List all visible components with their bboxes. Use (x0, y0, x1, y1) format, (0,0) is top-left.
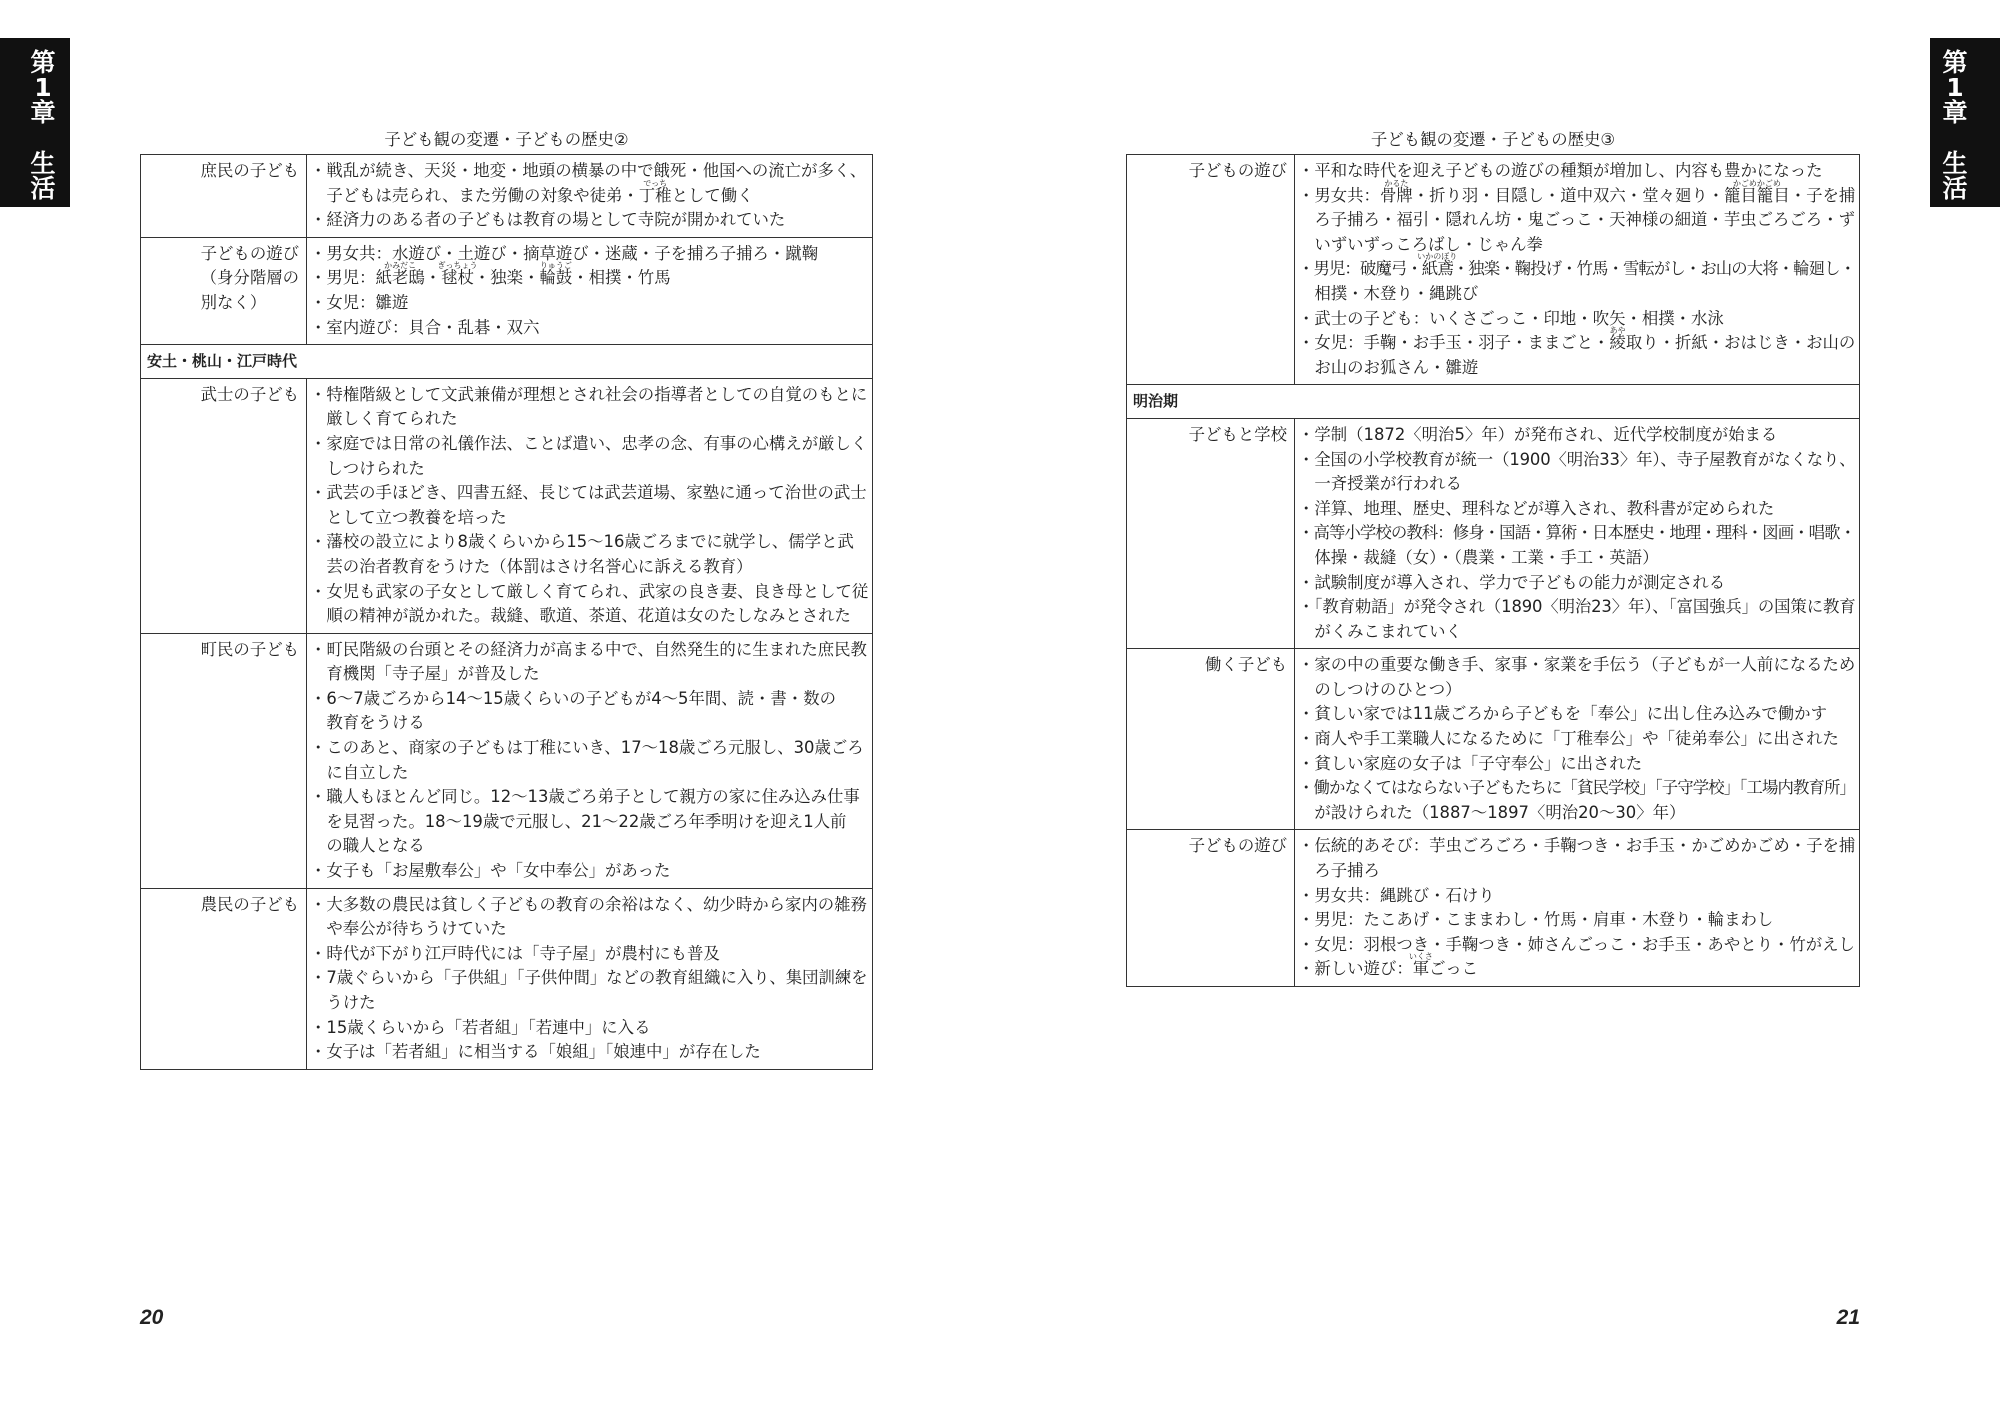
table-row (141, 155, 873, 238)
row-label-line: 別なく） (200, 292, 267, 312)
ruby-annotated-word (638, 178, 672, 205)
bullet-line: 育機関「寺子屋」が普及した (326, 664, 540, 684)
row-label (201, 638, 299, 663)
row-label (1205, 653, 1287, 678)
bullet-line: ・女子も「お屋敷奉公」や「女中奉公」があった (310, 861, 671, 881)
section-header: 安土・桃山・江戸時代 (141, 345, 873, 379)
bullet-item (1298, 752, 1856, 777)
bullet-line: ・男女共：縄跳び・石けり (1298, 885, 1495, 905)
text-segment: ・独楽・ (473, 268, 540, 288)
row-label-line: 子どもの遊び (200, 243, 299, 263)
row-content-cell (1295, 830, 1860, 987)
bullet-line: のしつけのひとつ） (1314, 679, 1462, 699)
ruby-base: 輪鼓 (539, 268, 573, 288)
ruby-annotated-word (437, 261, 478, 288)
bullet-line (1298, 252, 1856, 282)
row-label-cell (141, 237, 307, 344)
history-table (140, 154, 873, 1070)
ruby-reading: かるた (1384, 178, 1409, 188)
bullet-item (310, 736, 869, 785)
bullet-line: ・室内遊び：貝合・乱碁・双六 (310, 317, 540, 337)
ruby-annotated-word (539, 261, 573, 288)
text-segment: ・男女共： (1298, 185, 1380, 205)
bullet-line: が設けられた（1887～1897〈明治20～30〉年） (1314, 802, 1686, 822)
bullet-line: お山のお狐さん・雛遊 (1314, 357, 1479, 377)
bullet-line: 教育をうける (326, 713, 425, 733)
row-content-cell (307, 237, 873, 344)
bullet-line: ・学制（1872〈明治5〉年）が発布され、近代学校制度が始まる (1298, 424, 1778, 444)
history-table-body (141, 155, 873, 1070)
bullet-item (310, 261, 869, 291)
row-label-line: 子どもと学校 (1188, 424, 1287, 444)
bullet-line: ・15歳くらいから「若者組」「若連中」に入る (310, 1017, 651, 1037)
bullet-item (310, 383, 869, 432)
text-segment: 子どもは売られ、また労働の対象や徒弟・ (326, 185, 639, 205)
table-row (1127, 830, 1860, 987)
bullet-item (1298, 884, 1856, 909)
bullet-line: を見習った。18～19歳で元服し、21～22歳ごろ年季明けを迎え1人前 (326, 811, 847, 831)
row-label (201, 893, 299, 918)
section-header-row (1127, 385, 1860, 419)
bullet-line: ・働かなくてはならない子どもたちに「貧民学校」「子守学校」「工場内教育所」 (1298, 778, 1856, 798)
row-content-cell (1295, 418, 1860, 648)
row-label-cell (141, 378, 307, 633)
ruby-base: 丁稚 (638, 185, 672, 205)
row-label-line: 庶民の子ども (200, 161, 299, 180)
bullet-item (1298, 908, 1856, 933)
bullet-item (310, 530, 869, 579)
table-row (141, 237, 873, 344)
bullet-line: 厳しく育てられた (326, 409, 458, 429)
row-content-cell (307, 378, 873, 633)
bullet-item (310, 966, 869, 1015)
bullet-line: ・家庭では日常の礼儀作法、ことば遣い、忠孝の念、有事の心構えが厳しく (310, 433, 868, 453)
bullet-line: ・藩校の設立により8歳くらいから15～16歳ごろまでに就学し、儒学と武 (310, 532, 854, 552)
ruby-base: 紙老鴟 (375, 268, 425, 288)
bullet-line: ・7歳ぐらいから「子供組」「子供仲間」などの教育組織に入り、集団訓練を (310, 968, 868, 988)
chapter-number: 第1章 (1942, 48, 1968, 127)
row-label-line: 働く子ども (1205, 655, 1287, 675)
bullet-line: ・女児：羽根つき・手鞠つき・姉さんごっこ・お手玉・あやとり・竹がえし (1298, 934, 1855, 954)
table-row (141, 888, 873, 1069)
ruby-base: 籠目籠目 (1724, 185, 1790, 205)
bullet-line: 体操・裁縫（女）・（農業・工業・手工・英語） (1314, 547, 1659, 567)
bullet-line: ・町民階級の台頭とその経済力が高まる中で、自然発生的に生まれた庶民教 (310, 639, 867, 659)
bullet-line: 芸の治者教育をうけた（体罰はさけ名誉心に訴える教育） (326, 556, 753, 576)
ruby-reading: あや (1609, 326, 1626, 336)
bullet-item (1298, 952, 1856, 982)
bullet-item (1298, 252, 1856, 306)
bullet-line: ・戦乱が続き、天災・地変・地頭の横暴の中で餓死・他国への流亡が多く、 (310, 161, 867, 180)
row-label-line: 子どもの遊び (1188, 161, 1287, 180)
bullet-item (310, 432, 869, 481)
bullet-line: がくみこまれていく (1314, 621, 1462, 641)
ruby-reading: いかのぼり (1417, 252, 1458, 262)
bullet-line: ろ子捕ろ・福引・隠れん坊・鬼ごっこ・天神様の細道・芋虫ごろごろ・ず (1314, 210, 1855, 230)
bullet-line: ・洋算、地理、歴史、理科などが導入され、教科書が定められた (1298, 498, 1775, 518)
bullet-line: ・女児も武家の子女として厳しく育てられ、武家の良き妻、良き母として従 (310, 581, 869, 601)
ruby-base: 骨牌 (1379, 185, 1413, 205)
bullet-item (310, 1040, 869, 1065)
ruby-reading: りゅうご (539, 261, 572, 271)
row-content-cell (307, 888, 873, 1069)
history-table-body (1127, 155, 1860, 987)
bullet-item (310, 785, 869, 859)
ruby-annotated-word (1408, 952, 1433, 979)
bullet-line: ・平和な時代を迎え子どもの遊びの種類が増加し、内容も豊かになった (1298, 161, 1823, 180)
row-content-cell (307, 155, 873, 238)
bullet-item (310, 942, 869, 967)
bullet-line: ・伝統的あそび：芋虫ごろごろ・手鞠つき・お手玉・かごめかごめ・子を捕 (1298, 836, 1856, 856)
bullet-line: の職人となる (326, 836, 425, 856)
bullet-item (310, 208, 869, 233)
ruby-annotated-word (1417, 252, 1458, 279)
row-label-cell (141, 633, 307, 888)
bullet-line: ・大多数の農民は貧しく子どもの教育の余裕はなく、幼少時から家内の雑務 (310, 894, 867, 914)
ruby-annotated-word (375, 261, 425, 288)
bullet-line: うけた (326, 993, 376, 1012)
table-row (1127, 155, 1860, 385)
bullet-item (310, 687, 869, 736)
bullet-line: ・商人や手工業職人になるために「丁稚奉公」や「徒弟奉公」に出された (1298, 729, 1839, 749)
chapter-title: 生活 (1942, 149, 1968, 203)
bullet-item (310, 893, 869, 942)
bullet-line: ・全国の小学校教育が統一（1900〈明治33〉年）、寺子屋教育がなくなり、 (1298, 449, 1856, 469)
bullet-line: ・女子は「若者組」に相当する「娘組」「娘連中」が存在した (310, 1042, 761, 1062)
bullet-line: ・高等小学校の教科：修身・国語・算術・日本歴史・地理・理科・図画・唱歌・ (1298, 523, 1856, 543)
text-segment: ・男児： (310, 268, 376, 288)
bullet-line: ・武士の子ども：いくさごっこ・印地・吹矢・相撲・水泳 (1298, 308, 1724, 328)
section-header: 明治期 (1127, 385, 1860, 419)
bullet-line: ・貧しい家庭の女子は「子守奉公」に出された (1298, 753, 1643, 773)
row-label (1189, 159, 1287, 184)
bullet-line: ・特権階級として文武兼備が理想とされ社会の指導者としての自覚のもとに (310, 384, 868, 404)
row-label (1189, 834, 1287, 859)
bullet-line: ・このあと、商家の子どもは丁稚にいき、17～18歳ごろ元服し、30歳ごろ (310, 738, 864, 758)
ruby-reading: かみだこ (384, 261, 417, 271)
page-title: 子ども観の変遷・子どもの歴史② (384, 130, 629, 149)
bullet-line: ・経済力のある者の子どもは教育の場として寺院が開かれていた (310, 210, 786, 230)
ruby-base: 毬杖 (441, 268, 474, 288)
row-label-cell (1127, 649, 1295, 830)
row-label-line: 町民の子ども (200, 639, 299, 659)
chapter-title: 生活 (30, 149, 56, 203)
text-segment: ・相撲・竹馬 (572, 268, 671, 288)
ruby-reading: でっち (643, 178, 668, 188)
row-label (201, 159, 299, 184)
bullet-item (310, 316, 869, 341)
row-label-line: 子どもの遊び (1188, 836, 1287, 856)
text-segment: ・ (424, 268, 442, 288)
chapter-tab (0, 38, 70, 207)
bullet-line: しつけられた (326, 458, 425, 478)
bullet-item (310, 638, 869, 687)
bullet-line: として立つ教養を培った (326, 507, 507, 527)
chapter-tab (1930, 38, 2000, 207)
text-segment: ・男児：破魔弓・ (1298, 259, 1422, 279)
bullet-item (1298, 326, 1856, 380)
bullet-line: ・武芸の手ほどき、四書五経、長じては武芸道場、家塾に通って治世の武士 (310, 483, 867, 503)
bullet-line: ・試験制度が導入され、学力で子どもの能力が測定される (1298, 572, 1726, 592)
row-content-cell (307, 633, 873, 888)
table-row (1127, 418, 1860, 648)
bullet-line (1298, 178, 1856, 209)
bullet-line (310, 178, 869, 209)
bullet-item (1298, 653, 1856, 702)
page-number: 20 (140, 1306, 164, 1329)
bullet-item (1298, 702, 1856, 727)
row-label (201, 383, 299, 408)
bullet-line: ・男児：たこあげ・こままわし・竹馬・肩車・木登り・輪まわし (1298, 910, 1774, 930)
bullet-line: ・女児：雛遊 (310, 292, 409, 312)
bullet-line (310, 261, 869, 291)
text-segment: ごっこ (1429, 959, 1478, 979)
bullet-item (1298, 727, 1856, 752)
bullet-line: 相撲・木登り・縄跳び (1314, 283, 1479, 303)
ruby-base: 綾 (1609, 333, 1626, 353)
text-segment: ・新しい遊び： (1298, 959, 1413, 979)
row-label (201, 242, 299, 316)
row-content-cell (1295, 649, 1860, 830)
row-content-cell (1295, 155, 1860, 385)
chapter-number: 第1章 (30, 48, 56, 127)
ruby-reading: いくさ (1408, 952, 1433, 962)
row-label-cell (141, 155, 307, 238)
bullet-line: 順の精神が説かれた。裁縫、歌道、茶道、花道は女のたしなみとされた (326, 606, 851, 626)
page-number: 21 (1836, 1306, 1860, 1329)
text-segment: ・折り羽・目隠し・道中双六・堂々廻り・ (1412, 185, 1725, 205)
bullet-line: ・6～7歳ごろから14～15歳くらいの子どもが4～5年間、読・書・数の (310, 688, 836, 708)
bullet-item (310, 580, 869, 629)
bullet-item (1298, 521, 1856, 570)
text-segment: ・独楽・鞠投げ・竹馬・雪転がし・お山の大将・輪廻し・ (1452, 259, 1856, 279)
bullet-line: ・男女共：水遊び・土遊び・摘草遊び・迷蔵・子を捕ろ子捕ろ・蹴鞠 (310, 243, 819, 263)
row-label-cell (141, 888, 307, 1069)
bullet-line: や奉公が待ちうけていた (326, 919, 507, 939)
bullet-item (310, 859, 869, 884)
bullet-line: ・貧しい家では11歳ごろから子どもを「奉公」に出し住み込みで働かす (1298, 704, 1827, 724)
row-label-cell (1127, 418, 1295, 648)
bullet-item (310, 1016, 869, 1041)
page-title: 子ども観の変遷・子どもの歴史③ (1370, 130, 1616, 149)
bullet-item (1298, 448, 1856, 497)
text-segment: ・子を捕 (1789, 185, 1856, 205)
bullet-item (1298, 933, 1856, 958)
bullet-item (310, 481, 869, 530)
bullet-item (1298, 571, 1856, 596)
bullet-line (1298, 952, 1856, 982)
bullet-line (1298, 326, 1856, 356)
ruby-reading: ぎっちょう (437, 261, 478, 271)
bullet-item (1298, 834, 1856, 883)
bullet-item (1298, 307, 1856, 332)
bullet-item (1298, 776, 1856, 825)
table-row (141, 633, 873, 888)
bullet-line: ろ子捕ろ (1314, 861, 1380, 881)
ruby-annotated-word (1724, 178, 1790, 205)
text-segment: として働く (671, 185, 754, 205)
table-row (1127, 649, 1860, 830)
bullet-line: ・家の中の重要な働き手、家事・家業を手伝う（子どもが一人前になるため (1298, 655, 1856, 675)
table-row (141, 378, 873, 633)
row-label-line: （身分階層の (200, 268, 299, 288)
history-table (1126, 154, 1860, 987)
row-label (1189, 423, 1287, 448)
ruby-base: 紙鳶 (1421, 259, 1453, 279)
ruby-reading: かごめかごめ (1732, 178, 1781, 188)
bullet-item (310, 291, 869, 316)
row-label-line: 武士の子ども (200, 384, 299, 404)
ruby-annotated-word (1379, 178, 1413, 205)
text-segment: ・女児：手鞠・お手玉・羽子・ままごと・ (1298, 333, 1610, 353)
bullet-line: ・「教育勅語」が発令され（1890〈明治23〉年）、「富国強兵」の国策に教育 (1298, 597, 1856, 617)
bullet-line: に自立した (326, 762, 409, 782)
bullet-line: ・職人もほとんど同じ。12～13歳ごろ弟子として親方の家に住み込み仕事 (310, 787, 860, 807)
bullet-line: ・時代が下がり江戸時代には「寺子屋」が農村にも普及 (310, 943, 720, 963)
row-label-line: 農民の子ども (200, 894, 299, 914)
bullet-item (1298, 595, 1856, 644)
bullet-item (1298, 423, 1856, 448)
text-segment: 取り・折紙・おはじき・お山の (1625, 333, 1856, 353)
row-label-cell (1127, 830, 1295, 987)
bullet-item (1298, 178, 1856, 258)
bullet-line: 一斉授業が行われる (1314, 474, 1462, 494)
ruby-base: 軍 (1412, 959, 1430, 979)
ruby-annotated-word (1609, 326, 1626, 353)
section-header-row (141, 345, 873, 379)
bullet-line: いずいずっころばし・じゃん拳 (1314, 234, 1543, 254)
bullet-item (310, 159, 869, 208)
bullet-item (1298, 497, 1856, 522)
row-label-cell (1127, 155, 1295, 385)
